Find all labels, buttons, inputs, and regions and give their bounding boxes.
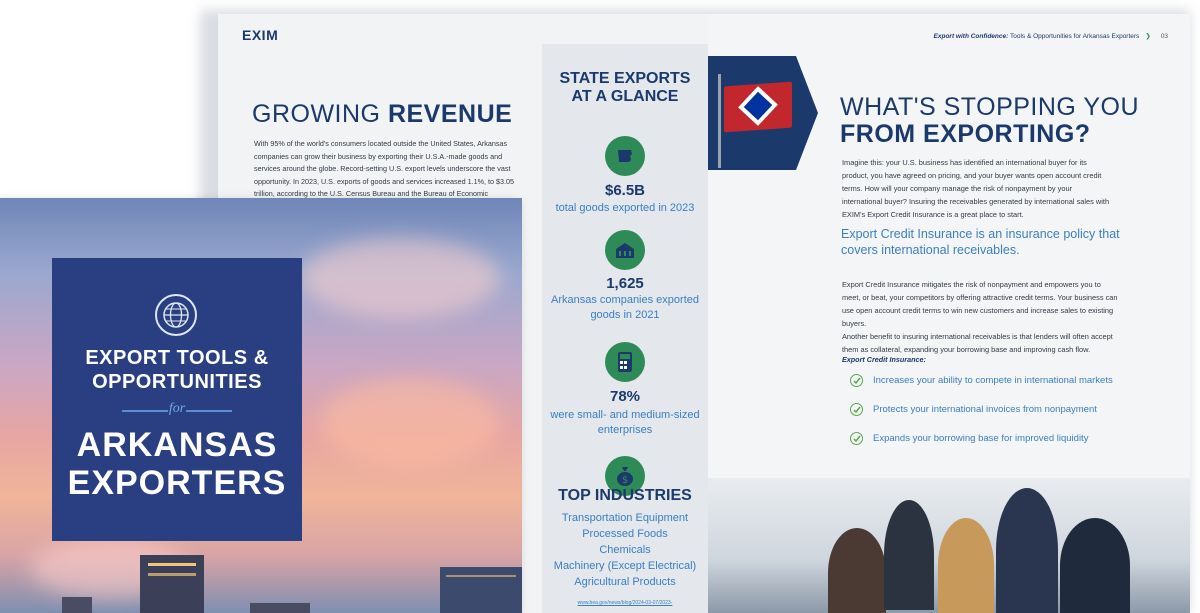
check-icon (850, 374, 863, 387)
person-figure (1060, 518, 1130, 613)
exim-logo: EXIM (242, 27, 279, 43)
stat-value-companies: 1,625 (606, 275, 644, 292)
flag-banner (708, 56, 818, 170)
running-header (934, 32, 1168, 40)
cover-title-bottom (52, 426, 302, 502)
industry-item: Chemicals (599, 544, 651, 556)
heading-bold: REVENUE (387, 100, 513, 128)
page-number: 03 (1160, 33, 1168, 40)
sidebar-title-line2: AT A GLANCE (571, 88, 679, 105)
highlight-statement: Export Credit Insurance is an insurance policy that covers international receivables. (841, 227, 1120, 257)
check-icon (850, 403, 863, 416)
building-windows (148, 563, 196, 566)
cover-line1a: EXPORT TOOLS & (85, 347, 269, 369)
arkansas-flag-icon (724, 82, 792, 133)
calculator-icon (605, 342, 645, 382)
industry-item: Agricultural Products (574, 576, 676, 588)
check-list-item (850, 374, 1113, 387)
state-exports-sidebar (542, 44, 708, 613)
cover-for: for (168, 401, 186, 416)
top-industries-title: TOP INDUSTRIES (558, 487, 692, 504)
person-figure (828, 528, 886, 613)
cover-title-box (52, 258, 302, 541)
check-item-text: Expands your borrowing base for improved liquidity (873, 433, 1089, 444)
cloud-shape (300, 238, 500, 318)
industry-item: Machinery (Except Electrical) (553, 560, 697, 572)
stat-desc-companies: Arkansas companies exported goods in 2021 (551, 294, 699, 321)
skyline-building (140, 555, 204, 613)
person-figure (996, 488, 1058, 613)
body-paragraph: Another benefit to insuring international receivables is that lenders will often accept them as collateral, expanding your borrowing base and improving cash flow. (842, 332, 1113, 354)
cover-line2a: ARKANSAS (76, 426, 278, 464)
check-item-text: Increases your ability to compete in international markets (873, 375, 1113, 386)
stat-value-exports: $6.5B (604, 182, 646, 199)
stat-desc-sme: were small- and medium-sized enterprises (550, 409, 700, 436)
right-page (708, 14, 1190, 613)
intro-paragraph: Imagine this: your U.S. business has identified an international buyer for its product, you have agreed on pricing, and your buyer wants open account credit terms. How will your company manage the risk of nonpayment by your international buyer? Insuring the receivables generated by international sales with EXIM's Export Credit Insurance is a great place to start. (842, 158, 1110, 219)
building-icon (605, 230, 645, 270)
cover-line1b: OPPORTUNITIES (92, 371, 262, 393)
check-item-text: Protects your international invoices from nonpayment (873, 404, 1097, 415)
check-icon (850, 432, 863, 445)
cover-line2b: EXPORTERS (67, 464, 287, 502)
stat-desc-exports: total goods exported in 2023 (555, 202, 695, 214)
heading-line1: WHAT'S STOPPING YOU (840, 93, 1140, 121)
check-list-item (850, 403, 1097, 416)
header-rest: Tools & Opportunities for Arkansas Exporters (1008, 33, 1140, 40)
arkansas-map-icon (605, 136, 645, 176)
heading-line2: FROM EXPORTING? (840, 120, 1091, 148)
whats-stopping-heading (840, 94, 1139, 148)
cloud-shape (320, 378, 500, 468)
growing-revenue-heading (252, 100, 512, 129)
sidebar-title-line1: STATE EXPORTS (559, 70, 691, 87)
heading-light: GROWING (252, 100, 388, 128)
flag-pole (718, 74, 721, 168)
cover-title-top (52, 346, 302, 394)
growing-revenue-body: With 95% of the world's consumers located outside the United States, Arkansas companies can grow their business by exporting their U.S.A.-made goods and services around the globe. Record-setting U.S. export levels underscore the vast opportunity. In 2023, U.S. exports of goods and services increased 1.1%, to $3.05 trillion, according to the U.S. Census Bureau and the Bureau of Economic (254, 139, 514, 199)
skyline-building (250, 603, 310, 613)
industry-item: Processed Foods (582, 528, 668, 540)
sidebar-title (542, 70, 708, 106)
person-figure (938, 518, 994, 613)
body-paragraph: Export Credit Insurance mitigates the risk of nonpayment and empowers you to meet, or beat, your competitors by offering attractive credit terms. Your business can use open account credit terms to win new customers and increase sales to existing buyers. (842, 280, 1118, 328)
list-title: Export Credit Insurance: (842, 355, 926, 364)
industry-item: Transportation Equipment (561, 512, 689, 524)
business-meeting-photo (708, 478, 1190, 613)
header-bold: Export with Confidence: (933, 33, 1009, 40)
person-figure (884, 500, 934, 610)
source-link[interactable]: www.bea.gov/news/blog/2024-03-07/2023- (577, 600, 673, 606)
building-windows (148, 573, 196, 576)
skyline-building (440, 567, 522, 613)
check-list-item (850, 432, 1088, 445)
svg-text:$: $ (621, 475, 629, 486)
skyline-building (62, 597, 92, 613)
stat-value-sme: 78% (609, 388, 641, 405)
brochure-cover (0, 198, 522, 613)
globe-icon (155, 294, 197, 336)
chevron-right-icon: ❯ (1145, 33, 1151, 40)
building-windows (446, 575, 516, 577)
